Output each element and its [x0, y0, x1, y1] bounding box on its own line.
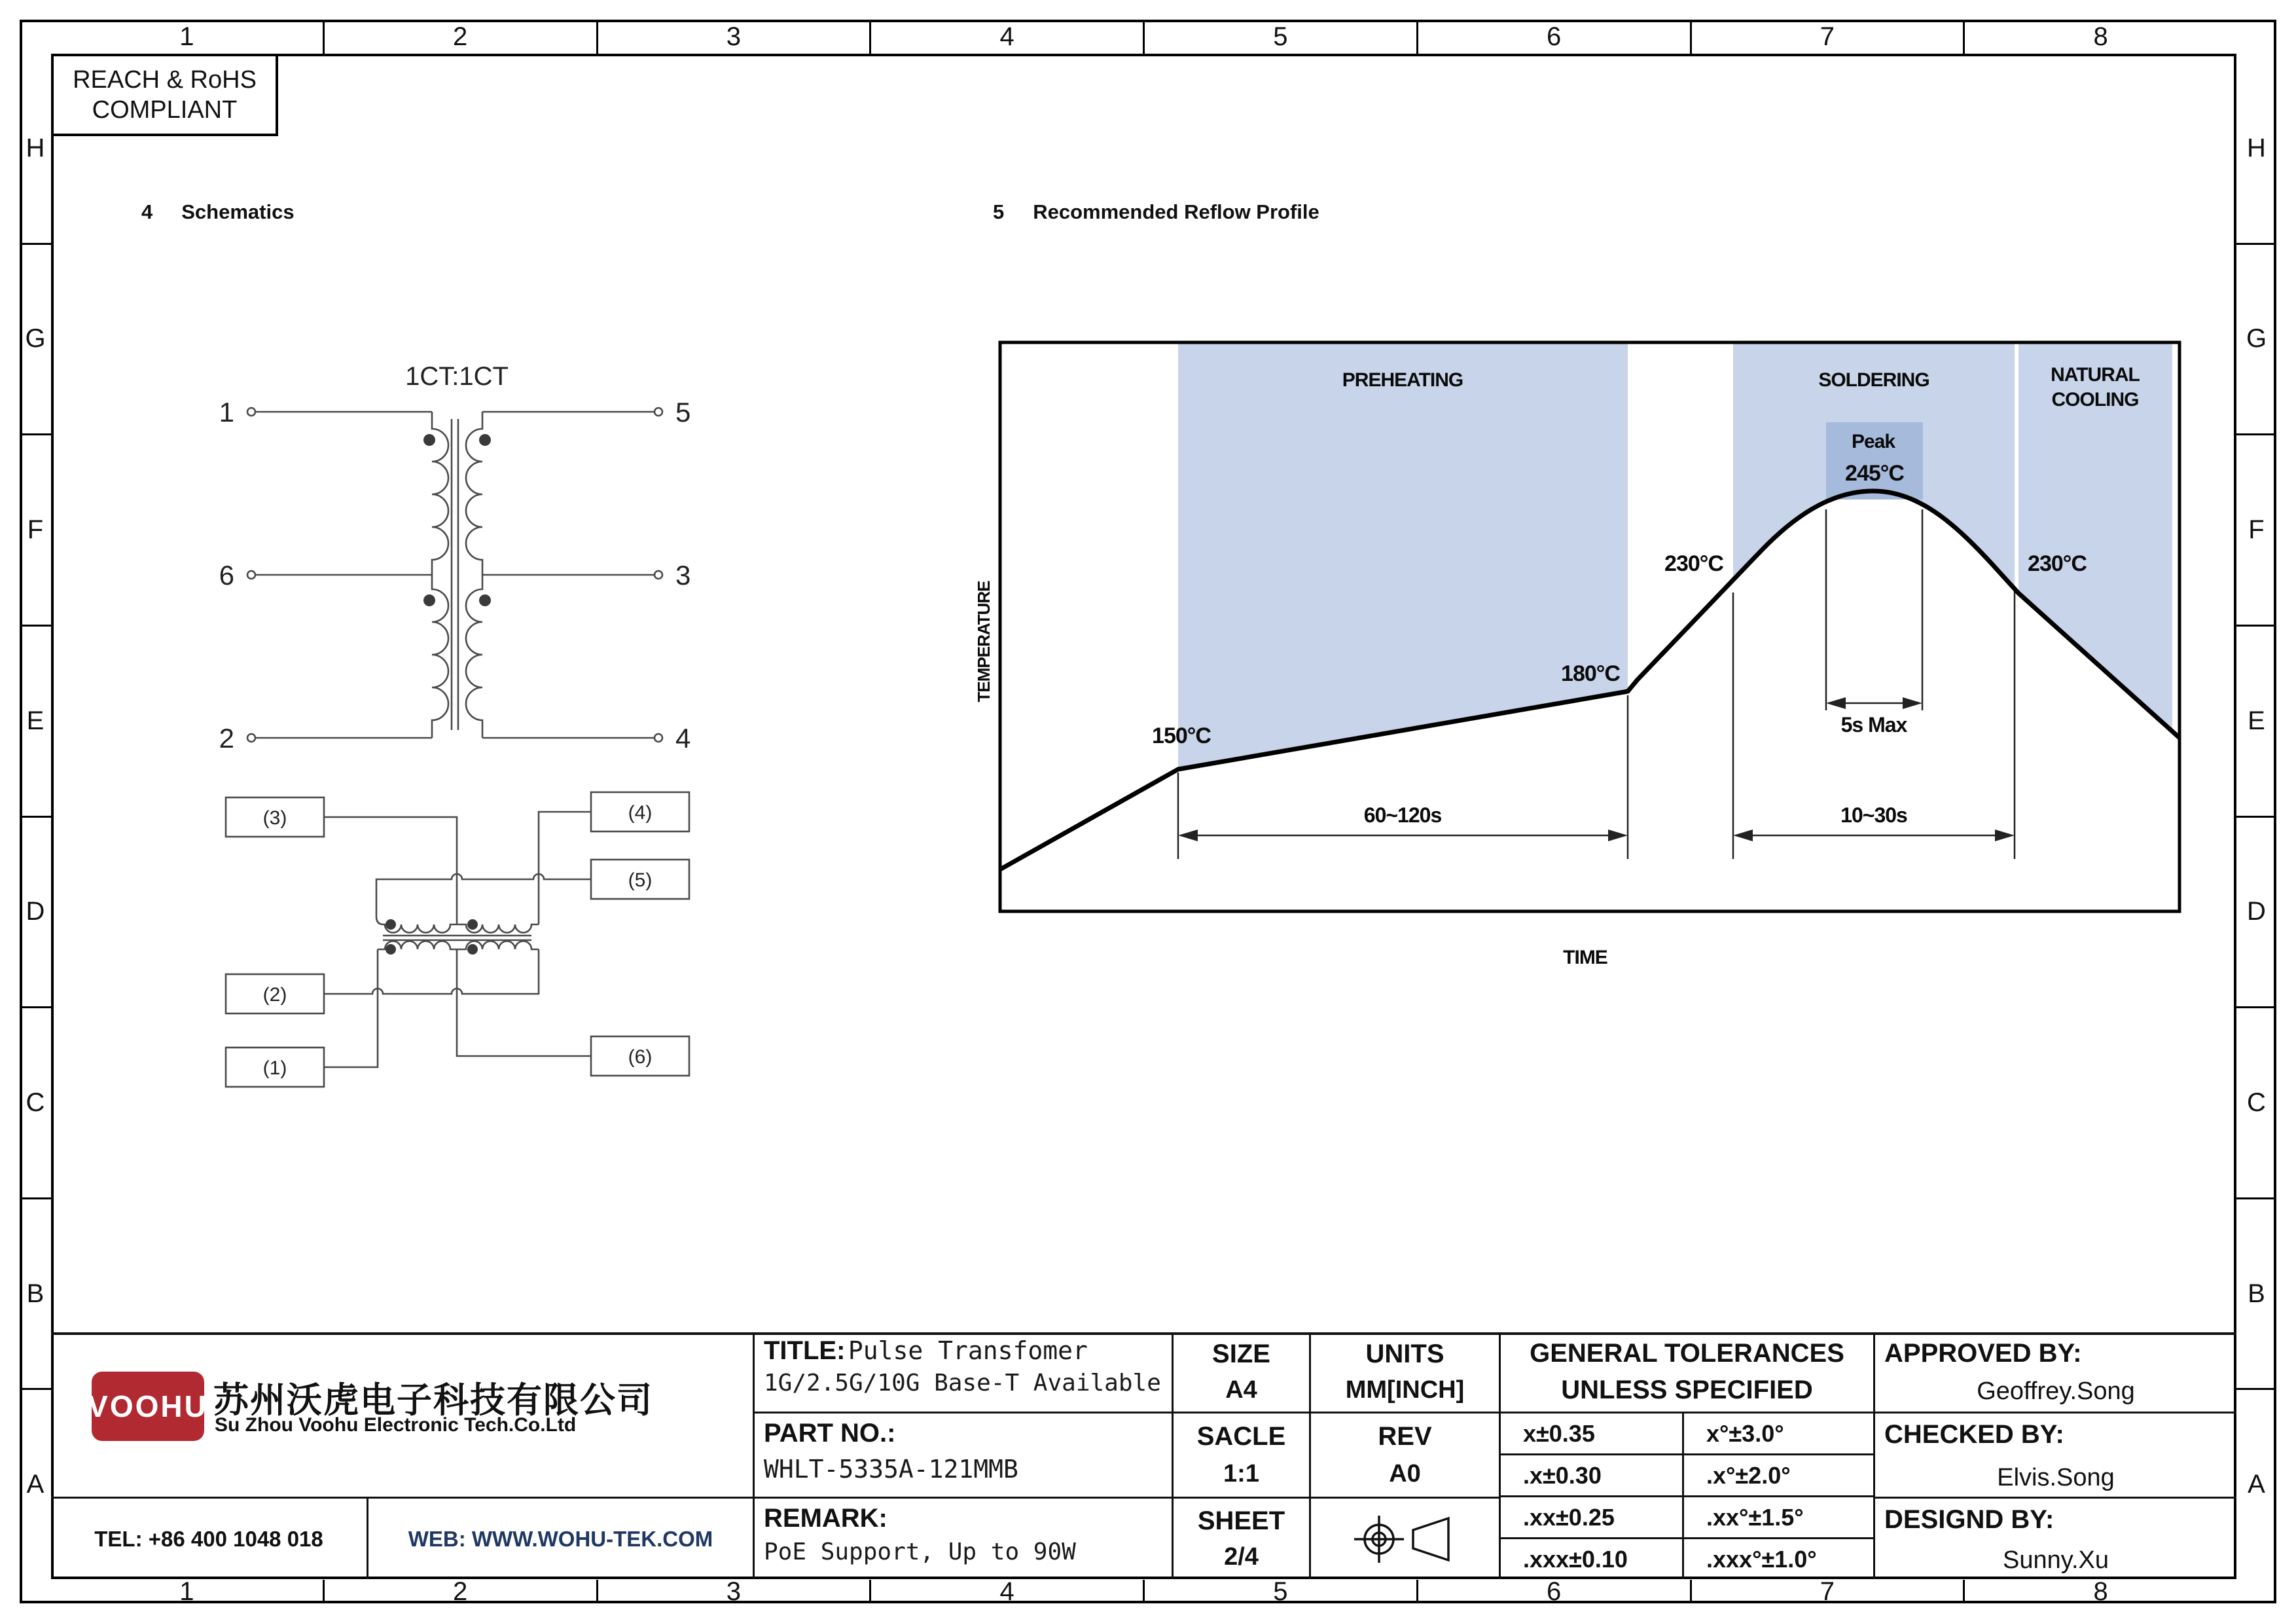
turns-ratio-label: 1CT:1CT	[405, 362, 509, 391]
pin-terminal	[247, 734, 255, 742]
part-no-value: WHLT-5335A-121MMB	[764, 1455, 1018, 1484]
block-diagram	[226, 792, 689, 1087]
badge-line2: COMPLIANT	[92, 96, 238, 124]
tolerance-cell	[1499, 1453, 1682, 1495]
block-label-1: (1)	[262, 1057, 287, 1079]
pin-terminal	[655, 408, 662, 416]
zone-label-natural: NATURAL	[2051, 364, 2140, 386]
tolerance-value: .xxx°±1.0°	[1706, 1545, 1817, 1573]
pin-terminal	[655, 571, 662, 579]
wire-5-rail	[376, 874, 591, 924]
secondary-winding	[466, 412, 482, 738]
tolerance-value: x±0.35	[1523, 1419, 1595, 1447]
approved-by-cell	[1873, 1332, 2236, 1412]
zone-col: 4	[869, 1580, 1143, 1603]
zone-row: G	[2236, 243, 2276, 434]
remark-value: PoE Support, Up to 90W	[764, 1539, 1076, 1565]
tel-value: TEL: +86 400 1048 018	[94, 1526, 323, 1551]
sheet-cell	[1172, 1497, 1309, 1579]
section-title: Recommended Reflow Profile	[1033, 200, 1319, 223]
section-number: 5	[993, 200, 1005, 223]
zone-row: B	[20, 1197, 51, 1389]
units-label: UNITS	[1365, 1340, 1444, 1368]
zone-row: C	[2236, 1006, 2276, 1197]
zone-row: D	[2236, 816, 2276, 1007]
tolerance-cell	[1682, 1412, 1873, 1453]
block-label-6: (6)	[628, 1046, 653, 1068]
scale-value: 1:1	[1223, 1460, 1259, 1487]
zone-col: 2	[323, 1580, 596, 1603]
pin-terminal	[247, 408, 255, 416]
title-line1: Pulse Transfomer	[848, 1336, 1088, 1365]
zone-label-preheating: PREHEATING	[1342, 369, 1463, 391]
y-axis-label: TEMPERATURE	[974, 581, 994, 702]
duration-peak-label: 5s Max	[1840, 713, 1907, 737]
zone-row: C	[20, 1006, 51, 1197]
pin-label-4: 4	[675, 723, 691, 754]
peak-temp-label: 245°C	[1845, 461, 1904, 486]
pin-label-2: 2	[219, 723, 234, 754]
tolerances-header	[1499, 1332, 1873, 1412]
scale-cell	[1172, 1412, 1309, 1497]
transformer-schematic	[247, 408, 662, 742]
tolerance-value: .x°±2.0°	[1706, 1461, 1791, 1489]
tolerance-cell	[1682, 1453, 1873, 1495]
tolerance-cell	[1682, 1537, 1873, 1579]
primary-winding	[432, 412, 448, 738]
peak-label: Peak	[1851, 431, 1895, 452]
zone-label-cooling: COOLING	[2051, 389, 2139, 410]
zone-row: E	[2236, 625, 2276, 816]
block-label-2: (2)	[262, 984, 287, 1006]
scale-label: SACLE	[1196, 1422, 1286, 1451]
projection-symbol-cell	[1309, 1497, 1499, 1579]
wire-2	[324, 949, 539, 994]
zone-col: 8	[1963, 20, 2236, 54]
zone-row: A	[20, 1388, 51, 1579]
checked-by-value: Elvis.Song	[1997, 1464, 2115, 1491]
company-name-cn: 苏州沃虎电子科技有限公司	[213, 1381, 653, 1420]
tolerance-value: .x±0.30	[1523, 1461, 1602, 1489]
web-value: WEB: WWW.WOHU-TEK.COM	[408, 1526, 713, 1551]
duration-soldering-label: 10~30s	[1840, 803, 1907, 827]
tolerance-cell	[1499, 1412, 1682, 1453]
zone-row: A	[2236, 1388, 2276, 1579]
designed-by-value: Sunny.Xu	[2003, 1546, 2109, 1574]
tolerance-cell	[1499, 1537, 1682, 1579]
badge-line1: REACH & RoHS	[73, 65, 257, 94]
remark-label: REMARK:	[764, 1504, 888, 1533]
tel-cell	[51, 1497, 367, 1579]
size-cell	[1172, 1332, 1309, 1412]
section-number: 4	[141, 200, 153, 223]
zone-col: 4	[869, 20, 1143, 54]
zone-col: 2	[323, 20, 596, 54]
zone-row: H	[26, 133, 45, 162]
zone-row: B	[2236, 1197, 2276, 1389]
rev-cell	[1309, 1412, 1499, 1497]
section-title: Schematics	[181, 200, 295, 223]
designed-by-cell	[1873, 1497, 2236, 1579]
checked-by-label: CHECKED BY:	[1884, 1420, 2064, 1449]
pin-label-6: 6	[219, 560, 234, 591]
company-name-en: Su Zhou Voohu Electronic Tech.Co.Ltd	[215, 1414, 577, 1436]
temp-230-right-label: 230°C	[2028, 551, 2087, 576]
rev-value: A0	[1389, 1460, 1421, 1487]
wire-1-leftend	[324, 949, 378, 1067]
block-label-5: (5)	[628, 869, 653, 891]
title-cell	[753, 1332, 1172, 1412]
third-angle-projection-icon	[1333, 1506, 1477, 1572]
sheet-label: SHEET	[1197, 1506, 1285, 1535]
block-label-3: (3)	[262, 807, 287, 829]
zone-col: 7	[1690, 20, 1964, 54]
wire-6-centertap	[457, 949, 591, 1056]
voohu-logo-text: VOOHU	[88, 1389, 208, 1423]
duration-preheat-label: 60~120s	[1363, 803, 1442, 827]
block-label-4: (4)	[628, 802, 653, 824]
approved-by-label: APPROVED BY:	[1884, 1339, 2082, 1368]
zone-col: 1	[179, 22, 194, 51]
size-value: A4	[1225, 1376, 1257, 1404]
title-line2: 1G/2.5G/10G Base-T Available	[764, 1370, 1161, 1396]
checked-by-cell	[1873, 1412, 2236, 1497]
web-cell	[367, 1497, 753, 1579]
reflow-chart	[974, 342, 2179, 968]
zone-row: F	[20, 433, 51, 625]
tolerance-value: .xxx±0.10	[1523, 1545, 1628, 1573]
zone-row: E	[20, 625, 51, 816]
tolerance-value: .xx°±1.5°	[1706, 1503, 1804, 1531]
part-no-label: PART NO.:	[764, 1419, 896, 1448]
zone-col: 6	[1416, 20, 1690, 54]
polarity-dots	[423, 434, 491, 606]
zone-col: 3	[596, 1580, 870, 1603]
temp-230-left-label: 230°C	[1664, 551, 1723, 576]
part-no-cell	[753, 1412, 1172, 1497]
zone-col: 5	[1143, 20, 1416, 54]
zone-col: 7	[1690, 1580, 1964, 1603]
approved-by-value: Geoffrey.Song	[1977, 1377, 2135, 1405]
pin-terminal	[247, 571, 255, 579]
pin-label-1: 1	[219, 397, 234, 428]
tolerance-cell	[1499, 1495, 1682, 1537]
zone-col: 6	[1416, 1580, 1690, 1603]
designed-by-label: DESIGND BY:	[1884, 1505, 2054, 1534]
zone-row: D	[20, 816, 51, 1007]
voohu-logo	[88, 1372, 208, 1441]
wire-4-rightend	[539, 812, 591, 924]
tolerance-value: .xx±0.25	[1523, 1503, 1615, 1531]
zone-label-soldering: SOLDERING	[1818, 369, 1929, 391]
zone-row: H	[2247, 133, 2266, 162]
temp-150-label: 150°C	[1152, 723, 1211, 748]
temp-180-label: 180°C	[1561, 661, 1620, 686]
title-label: TITLE:	[764, 1336, 846, 1365]
pin-label-3: 3	[675, 560, 691, 591]
pin-label-5: 5	[675, 397, 691, 428]
pin-terminal	[655, 734, 662, 742]
remark-cell	[753, 1497, 1172, 1579]
rev-label: REV	[1378, 1422, 1432, 1451]
units-cell	[1309, 1332, 1499, 1412]
zone-row: F	[2236, 433, 2276, 625]
zone-row: G	[20, 243, 51, 434]
tolerance-value: x°±3.0°	[1706, 1419, 1784, 1447]
zone-col: 8	[1963, 1580, 2236, 1603]
tolerances-header-line2: UNLESS SPECIFIED	[1561, 1375, 1813, 1404]
size-label: SIZE	[1212, 1340, 1270, 1368]
zone-col: 3	[596, 20, 870, 54]
zone-col: 1	[179, 1577, 194, 1606]
units-value: MM[INCH]	[1345, 1376, 1465, 1404]
x-axis-label: TIME	[1563, 947, 1607, 968]
tolerance-cell	[1682, 1495, 1873, 1537]
wire-3-centertap	[324, 817, 457, 924]
sheet-value: 2/4	[1224, 1543, 1259, 1571]
tolerances-header-line1: GENERAL TOLERANCES	[1530, 1339, 1844, 1368]
zone-col: 5	[1143, 1580, 1416, 1603]
